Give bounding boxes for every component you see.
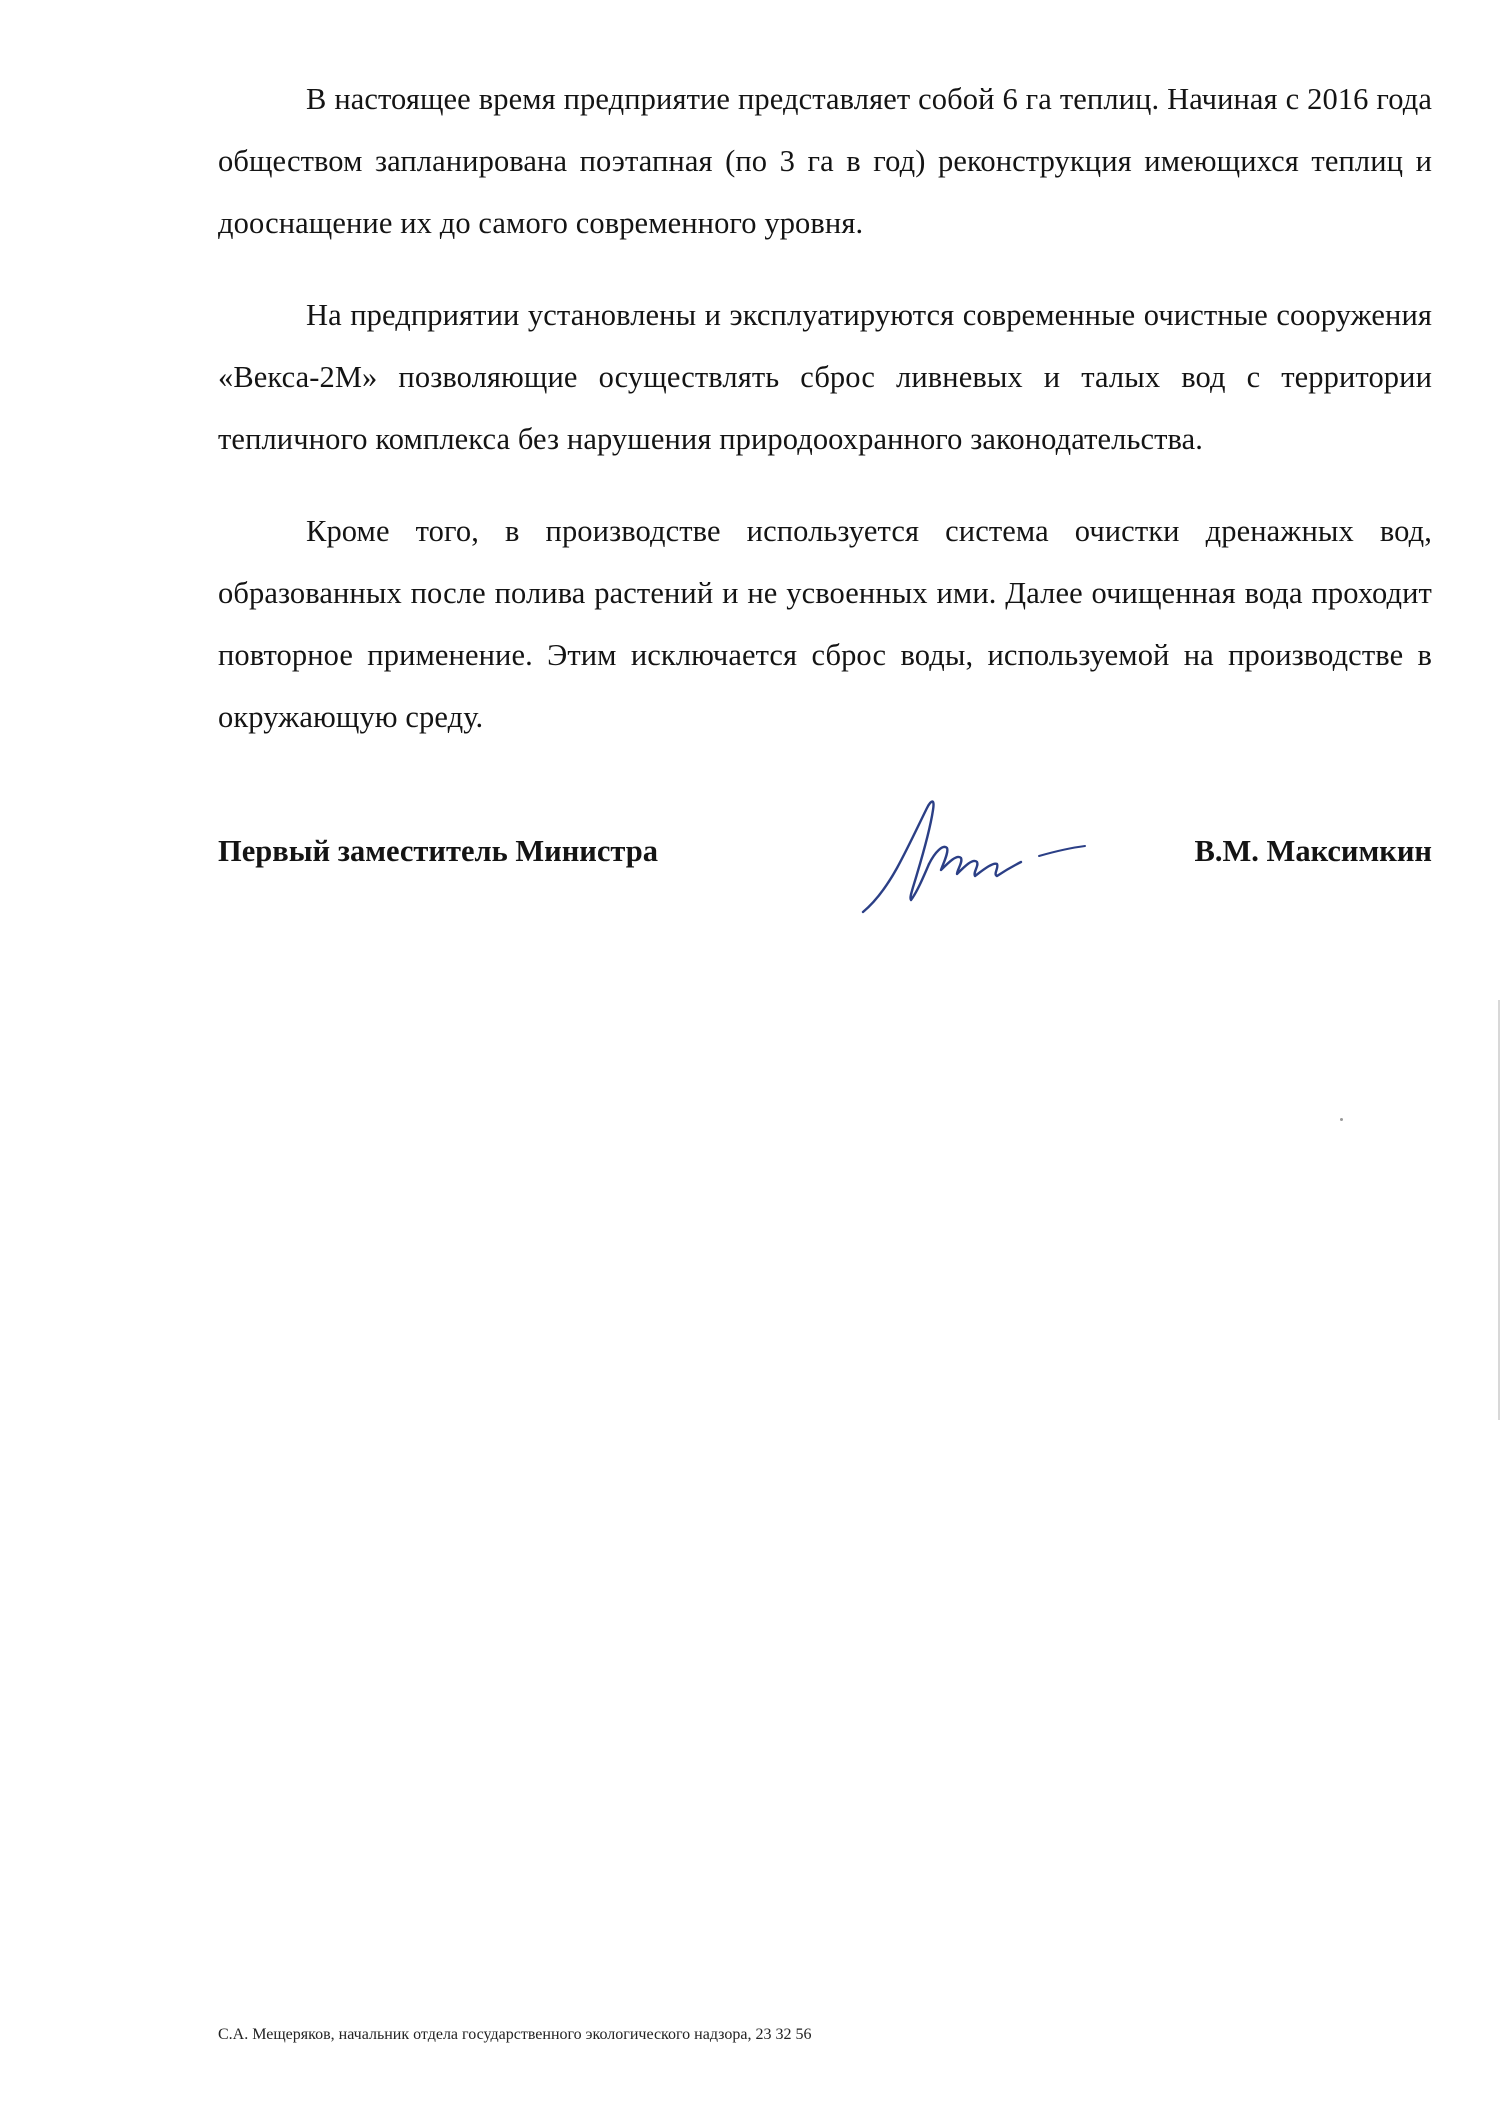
paragraph-drainage-system: Кроме того, в производстве используется система очистки дренажных вод, образованных после полива растений и не усвоенных ими. Далее очищенная вода проходит повторное применение. Этим исключается сброс воды, используемой на производстве в окружающую среду. (218, 514, 1432, 734)
signature-block (218, 820, 1432, 890)
handwritten-signature (853, 790, 1103, 920)
paragraph-treatment-facilities: На предприятии установлены и эксплуатируются современные очистные сооружения «Векса-2М» позволяющие осуществлять сброс ливневых и талых вод с территории тепличного комплекса без нарушения природоохранного законодательства. (218, 298, 1432, 456)
scan-speck (1340, 1118, 1343, 1121)
footer-contact: С.А. Мещеряков, начальник отдела государственного экологического надзора, 23 32 56 (218, 2026, 812, 2043)
signatory-position: Первый заместитель Министра (218, 834, 658, 868)
paragraph-greenhouses: В настоящее время предприятие представляет собой 6 га теплиц. Начиная с 2016 года обществом запланирована поэтапная (по 3 га в год) реконструкция имеющихся теплиц и дооснащение их до самого современного уровня. (218, 82, 1432, 240)
signatory-name: В.М. Максимкин (1194, 834, 1432, 868)
letter-body (218, 68, 1432, 778)
